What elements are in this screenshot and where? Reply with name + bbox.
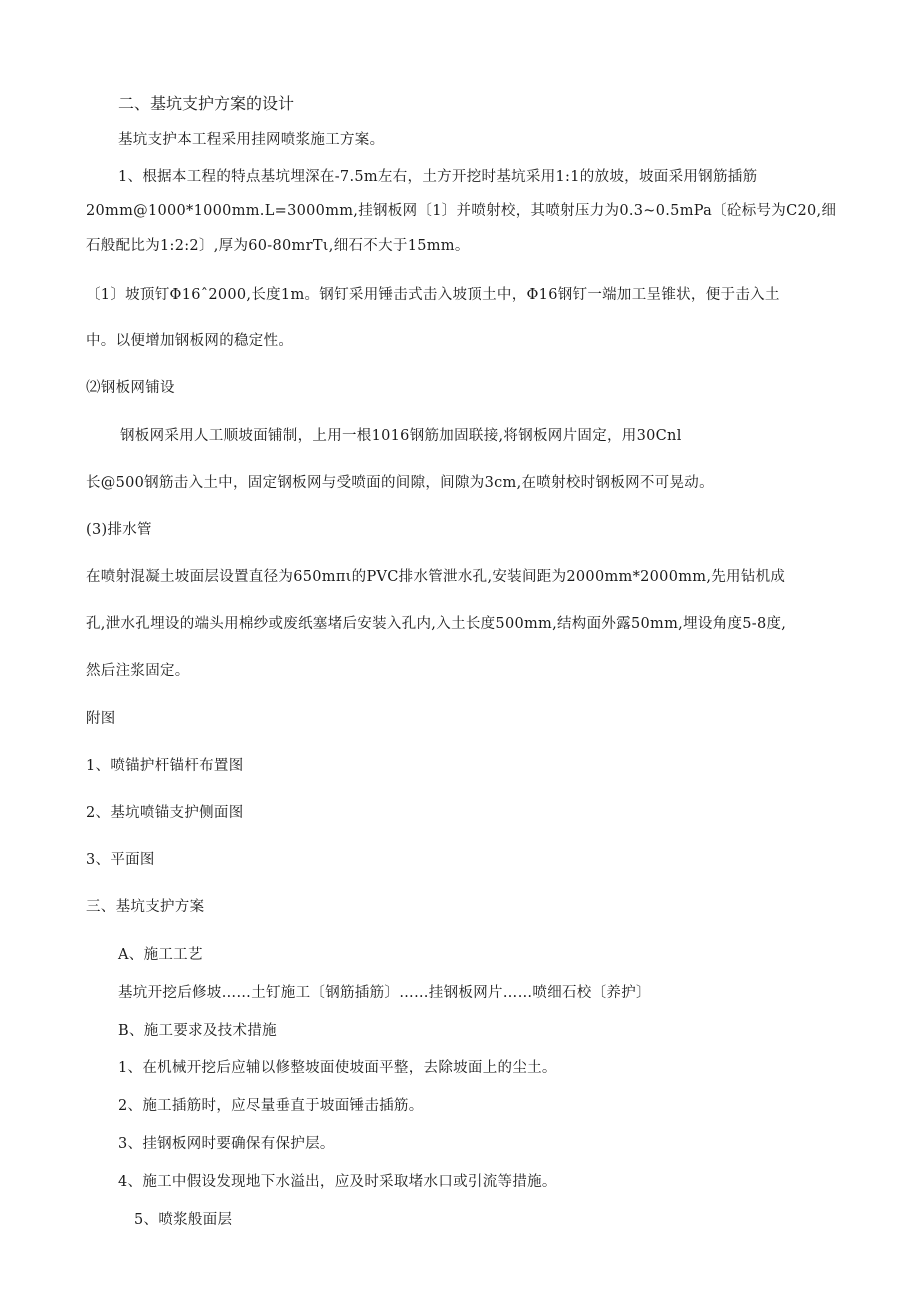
list-item: 3、挂钢板网时要确保有保护层。 [118,1136,335,1152]
paragraph-line: 长@500钢筋击入土中，固定钢板网与受喷面的间隙，间隙为3cm,在喷射校时钢板网不可晃动。 [86,475,714,491]
paragraph-line: 基坑开挖后修坡……土钉施工〔钢筋插筋〕……挂钢板网片……喷细石校〔养护〕 [118,985,651,1001]
subheading: A、施工工艺 [118,947,203,963]
list-item: 4、施工中假设发现地下水溢出，应及时采取堵水口或引流等措施。 [118,1174,557,1190]
paragraph-line: 1、根据本工程的特点基坑埋深在-7.5m左右，土方开挖时基坑采用1:1的放坡，坡面采用钢筋插筋 [118,169,758,185]
paragraph-line: 孔,泄水孔埋设的端头用棉纱或废纸塞堵后安装入孔内,入土长度500mm,结构面外露50mm,埋设角度5-8度, [86,616,787,632]
appendix-item: 2、基坑喷锚支护侧面图 [86,805,244,821]
intro-paragraph: 基坑支护本工程采用挂网喷浆施工方案。 [118,132,385,148]
paragraph-line: 20mm@1000*1000mm.L=3000mm,挂钢板网〔1〕并喷射校，其喷射压力为0.3~0.5mPa〔砼标号为C20,细 [86,203,837,219]
appendix-item: 3、平面图 [86,852,155,868]
paragraph-line: 钢板网采用人工顺坡面铺制，上用一根1016钢筋加固联接,将钢板网片固定，用30Cnl [120,428,682,444]
appendix-heading: 附图 [86,711,116,727]
section-3-heading: 三、基坑支护方案 [86,899,205,915]
paragraph-line: 然后注浆固定。 [86,663,190,679]
list-item: 1、在机械开挖后应辅以修整坡面使坡面平整，去除坡面上的尘土。 [118,1060,557,1076]
paragraph-line: 〔1〕坡顶钉Φ16ˆ2000,长度1m。钢钉采用锤击式击入坡顶土中，Φ16钢钉一端加工呈锥状，便于击入土 [86,287,780,303]
paragraph-line: 中。以便增加钢板网的稳定性。 [86,333,294,349]
paragraph-line: 在喷射混凝土坡面层设置直径为650mπι的PVC排水管泄水孔,安装间距为2000mm*2000mm,先用钻机成 [86,569,786,585]
list-item: 2、施工插筋时，应尽量垂直于坡面锤击插筋。 [118,1098,424,1114]
section-2-heading: 二、基坑支护方案的设计 [118,94,295,113]
subheading: B、施工要求及技术措施 [118,1023,277,1039]
subheading: (3)排水管 [86,522,152,538]
subheading: ⑵钢板网铺设 [86,380,175,396]
list-item: 5、喷浆般面层 [134,1212,233,1228]
appendix-item: 1、喷锚护杆锚杆布置图 [86,758,244,774]
paragraph-line: 石般配比为1:2:2〕,厚为60-80mrTι,细石不大于15mm。 [86,238,470,254]
